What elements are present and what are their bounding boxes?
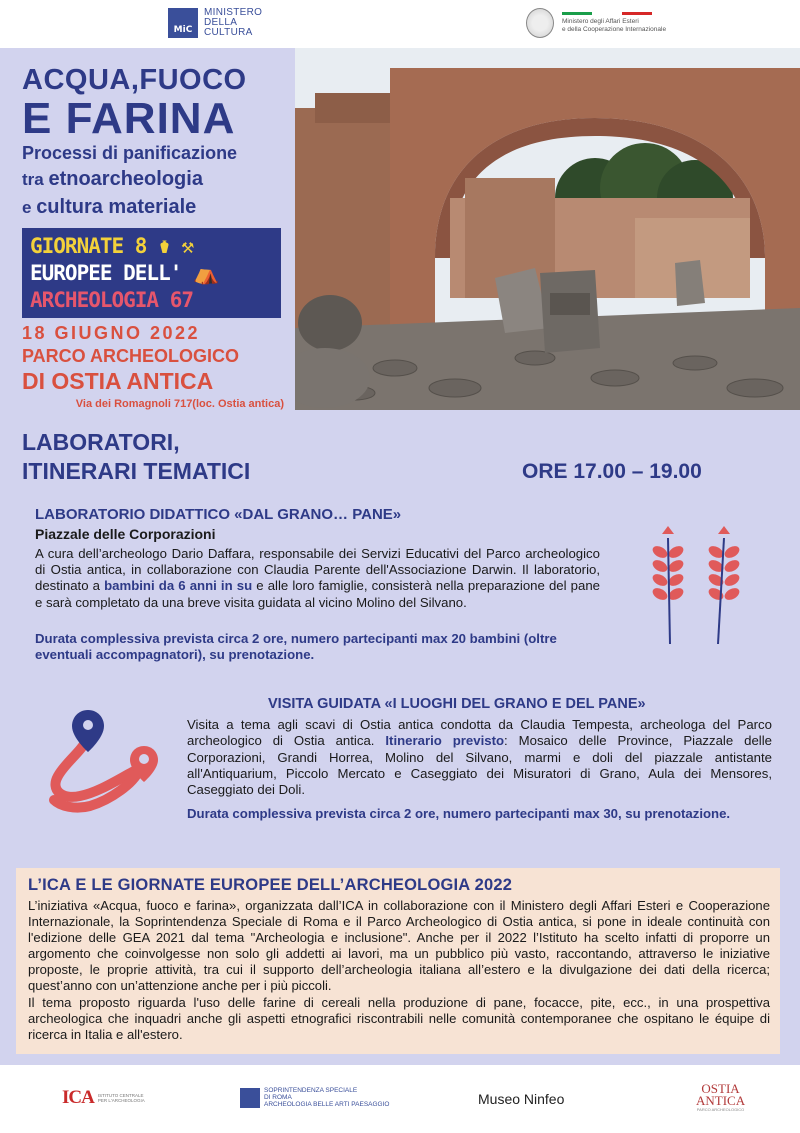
subtitle-line-1: Processi di panificazione (22, 143, 238, 163)
ica-box-paragraph: Il tema proposto riguarda l'uso delle farine di cereali nella produzione di pane, focacce, pite, ecc., in una prospettiva archeologica che inquadri anche gli aspetti etnografici riscontrabili nelle comunità contemporanee che ospitano le équipe di ricerca in Italia e all'estero. (28, 995, 770, 1043)
lab-place: Piazzale delle Corporazioni (35, 526, 216, 542)
poster-body (0, 48, 800, 1065)
ica-box-title: L’ICA E LE GIORNATE EUROPEE DELL’ARCHEOLOGIA 2022 (28, 876, 513, 894)
event-venue-line-2: DI OSTIA ANTICA (22, 368, 214, 394)
maeci-line: Ministero degli Affari Esteri (562, 18, 639, 25)
footer-logos (0, 1065, 800, 1133)
maeci-line: e della Cooperazione Internazionale (562, 26, 667, 33)
program-hours: ORE 17.00 – 19.00 (522, 460, 702, 483)
maeci-logo (526, 8, 666, 38)
ostia-antica-logo: OSTIA ANTICA PARCO ARCHEOLOGICO (696, 1081, 746, 1112)
museo-ninfeo-logo: Museo Ninfeo (478, 1091, 565, 1107)
gea-logo-line: GIORNATE 8 ⚱ ⚒ (30, 234, 194, 258)
ica-info-box (16, 868, 780, 1054)
mic-line: MINISTERO (204, 7, 263, 18)
wheat-icon (640, 526, 750, 646)
tour-description: Visita a tema agli scavi di Ostia antica condotta da Claudia Tempesta, archeologa del Parco archeologico di Ostia antica. Itinerario previsto: Mosaico delle Province, Piazzale delle Corporazioni, Grandi Horrea, Molino del Silvano, marmi e doli del piazzale antistante all'Antiquarium, Piccolo Mercato e Caseggiato dei Misuratori di Grano, Aula dei Mensores, Caseggiato dei Doli. (187, 717, 772, 798)
title-line-2: E FARINA (22, 94, 236, 143)
gea-logo-line: EUROPEE DELL' ⛺ (30, 261, 219, 285)
mic-line: DELLA (204, 17, 238, 28)
route-map-icon (40, 708, 170, 818)
gea-logo-line: ARCHEOLOGIA 67 (30, 288, 194, 312)
mic-mark: MiC (168, 8, 198, 38)
lab-description: A cura dell’archeologo Dario Daffara, responsabile dei Servizi Educativi del Parco archeologico di Ostia antica, in collaborazione con Claudia Parente dell'Associazione Darwin. Il laboratorio, destinato a bambini da 6 anni in su e alle loro famiglie, consisterà nella preparazione del pane e sarà completato da una breve visita guidata al vicino Molino del Silvano. (35, 546, 600, 610)
title-line-1: ACQUA,FUOCO (22, 64, 247, 96)
italian-flag-bar (562, 12, 652, 15)
subtitle-line-2: tra etnoarcheologia (22, 168, 203, 190)
gea-logo (22, 228, 281, 318)
event-venue-line-1: PARCO ARCHEOLOGICO (22, 346, 240, 366)
event-address: Via dei Romagnoli 717(loc. Ostia antica) (75, 398, 284, 410)
lab-heading: LABORATORIO DIDATTICO «DAL GRANO… PANE» (35, 506, 402, 523)
soprintendenza-mark-icon (240, 1088, 260, 1108)
subtitle-line-3: e cultura materiale (22, 196, 197, 218)
mic-line: CULTURA (204, 27, 253, 38)
header (0, 0, 800, 48)
event-date: 18 GIUGNO 2022 (22, 323, 201, 343)
republic-emblem-icon (526, 8, 554, 38)
program-title: LABORATORI, ITINERARI TEMATICI (22, 429, 251, 484)
ica-logo: ICA ISTITUTO CENTRALE PER L'ARCHEOLOGIA (62, 1087, 145, 1108)
mic-logo (168, 8, 262, 38)
ostia-ruins-photo (295, 48, 800, 410)
lab-duration: Durata complessiva prevista circa 2 ore, numero partecipanti max 20 bambini (oltre eventuali accompagnatori), su prenotazione. (35, 631, 557, 663)
tour-heading: VISITA GUIDATA «I LUOGHI DEL GRANO E DEL PANE» (268, 696, 646, 712)
tour-duration: Durata complessiva prevista circa 2 ore, numero partecipanti max 30, su prenotazione. (187, 806, 731, 821)
ica-box-paragraph: L’iniziativa «Acqua, fuoco e farina», organizzata dall’ICA in collaborazione con il Ministero degli Affari Esteri e Cooperazione Internazionale, la Soprintendenza Speciale di Roma e il Parco Archeologico di Ostia antica, si pone in ideale continuità con l'edizione delle GEA 2021 dal tema "Archeologia e inclusione". Anche per il 2022 l’Istituto ha scelto infatti di proporre un argomento che coinvolgesse non solo gli addetti ai lavori, ma un pubblico più vasto, raccontando, attraverso le iniziative proposte, le proprie attività, tra cui il supporto dell’archeologia italiana all’estero e la divulgazione dei dati della ricerca; quest’anno con un’attenzione anche per i più piccoli. (28, 898, 770, 994)
soprintendenza-logo: SOPRINTENDENZA SPECIALE DI ROMA ARCHEOLOGIA BELLE ARTI PAESAGGIO (240, 1087, 394, 1108)
